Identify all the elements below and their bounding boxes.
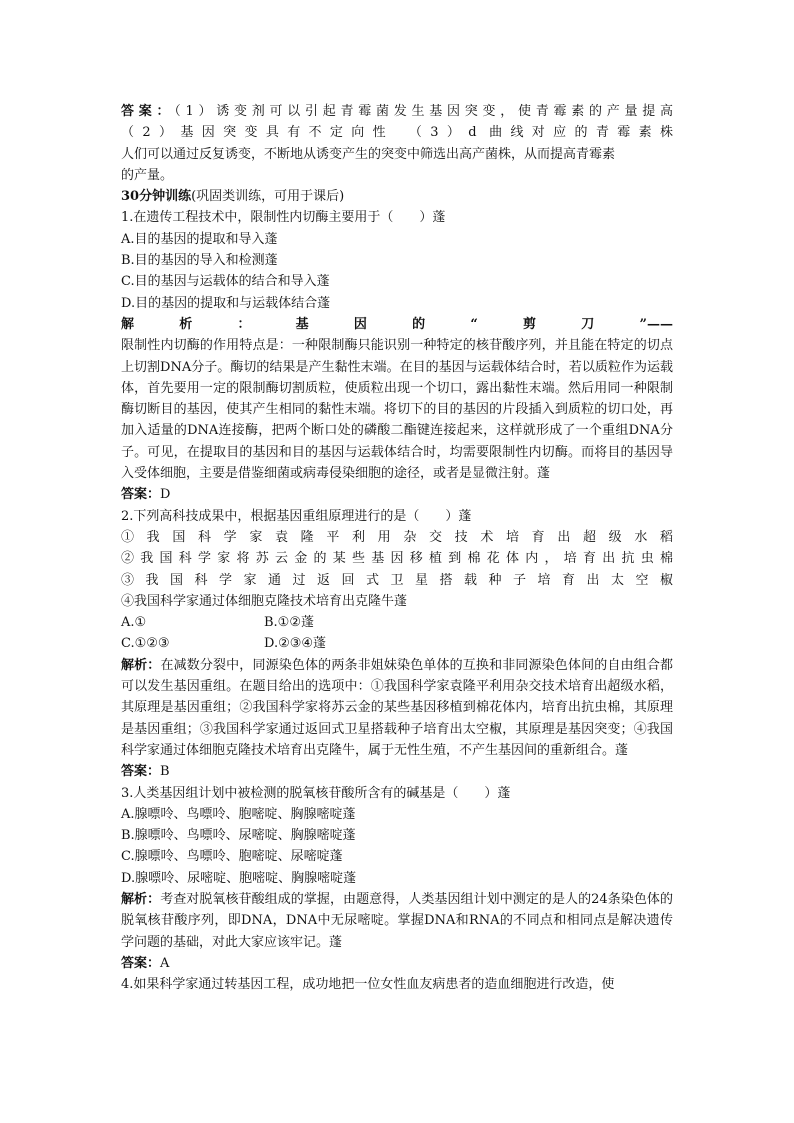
question-2-item-2: ②我国科学家将苏云金的某些基因移植到棉花体内，培育出抗虫棉 — [121, 551, 673, 567]
question-1-answer: 答案：D — [121, 487, 171, 503]
prev-answer-line-2: （2）基因突变具有不定向性 （3）d 曲线对应的青霉素株 — [121, 125, 673, 141]
question-1-stem: 1.在遗传工程技术中，限制性内切酶主要用于（ ）蓬 — [121, 210, 446, 226]
question-1-option-a: A.目的基因的提取和导入蓬 — [121, 231, 278, 247]
question-3-option-c: C.腺嘌呤、鸟嘌呤、胞嘧啶、尿嘧啶蓬 — [121, 849, 343, 865]
question-2-analysis: 解析：在减数分裂中，同源染色体的两条非姐妹染色单体的互换和非同源染色体间的自由组合都可以发生基因重组。在题目给出的选项中：①我国科学家袁隆平利用杂交技术培育出超级水稻，其原理是基因重组；②我国科学家将苏云金的某些基因移植到棉花体内，培育出抗虫棉，其原理是基因重组；③我国科学家通过返回式卫星搭载种子培育出太空椒，其原理是基因突变；④我国科学家通过体细胞克隆技术培育出克隆牛，属于无性生殖，不产生基因间的重新组合。蓬 — [121, 657, 673, 758]
question-2-option-b: B.①②蓬 — [264, 615, 314, 631]
question-2-item-1: ①我国科学家袁隆平利用杂交技术培育出超级水稻 — [121, 529, 673, 545]
question-3-stem: 3.人类基因组计划中被检测的脱氧核苷酸所含有的碱基是（ ）蓬 — [121, 785, 511, 801]
section-title: 30分钟训练(巩固类训练，可用于课后) — [121, 189, 345, 205]
question-2-answer: 答案：B — [121, 764, 170, 780]
question-2-option-a: A.① — [121, 615, 147, 631]
question-1-analysis-body: 限制性内切酶的作用特点是：一种限制酶只能识别一种特定的核苷酸序列，并且能在特定的切点上切割DNA分子。酶切的结果是产生黏性末端。在目的基因与运载体结合时，若以质粒作为运载体，首先要用一定的限制酶切割质粒，使质粒出现一个切口，露出黏性末端。然后用同一种限制酶切断目的基因，使其产生相同的黏性末端。将切下的目的基因的片段插入到质粒的切口处，再加入适量的DNA连接酶，把两个断口处的磷酸二酯键连接起来，这样就形成了一个重组DNA分子。可见，在提取目的基因和目的基因与运载体结合时，均需要限制性内切酶。而将目的基因导入受体细胞，主要是借鉴细菌或病毒侵染细胞的途径，或者是显微注射。蓬 — [121, 338, 673, 482]
document-page — [121, 101, 673, 995]
question-2-option-d: D.②③④蓬 — [264, 636, 327, 652]
question-2-options-row-2 — [121, 633, 673, 654]
question-2-item-3: ③我国科学家通过返回式卫星搭载种子培育出太空椒 — [121, 572, 673, 588]
answer-label: 答案： — [121, 104, 175, 119]
question-2-item-4: ④我国科学家通过体细胞克隆技术培育出克隆牛蓬 — [121, 593, 408, 609]
question-4-stem: 4.如果科学家通过转基因工程，成功地把一位女性血友病患者的造血细胞进行改造，使 — [121, 977, 615, 993]
prev-answer-line-1: 答案：（1）诱变剂可以引起青霉菌发生基因突变，使青霉素的产量提高 — [121, 104, 673, 119]
question-1-analysis-head: 解析：基因的“剪刀”—— — [121, 316, 673, 332]
question-1-option-b: B.目的基因的导入和检测蓬 — [121, 253, 278, 269]
question-3-option-a: A.腺嘌呤、鸟嘌呤、胞嘧啶、胸腺嘧啶蓬 — [121, 806, 356, 822]
prev-answer-line-3: 人们可以通过反复诱变，不断地从诱变产生的突变中筛选出高产菌株，从而提高青霉素 — [121, 146, 616, 162]
question-3-option-d: D.腺嘌呤、尿嘧啶、胞嘧啶、胸腺嘧啶蓬 — [121, 870, 357, 886]
question-1-option-d: D.目的基因的提取和与运载体结合蓬 — [121, 295, 331, 311]
question-2-option-c: C.①②③ — [121, 636, 170, 652]
question-2-stem: 2.下列高科技成果中，根据基因重组原理进行的是（ ）蓬 — [121, 508, 472, 524]
question-2-options-row-1 — [121, 612, 673, 633]
question-3-answer: 答案：A — [121, 955, 170, 971]
question-1-option-c: C.目的基因与运载体的结合和导入蓬 — [121, 274, 330, 290]
question-3-option-b: B.腺嘌呤、鸟嘌呤、尿嘧啶、胸腺嘧啶蓬 — [121, 828, 356, 844]
question-3-analysis: 解析：考查对脱氧核苷酸组成的掌握，由题意得，人类基因组计划中测定的是人的24条染色体的脱氧核苷酸序列，即DNA，DNA中无尿嘧啶。掌握DNA和RNA的不同点和相同点是解决遗传学问题的基础，对此大家应该牢记。蓬 — [121, 891, 673, 950]
prev-answer-line-4: 的产量。 — [121, 167, 174, 183]
